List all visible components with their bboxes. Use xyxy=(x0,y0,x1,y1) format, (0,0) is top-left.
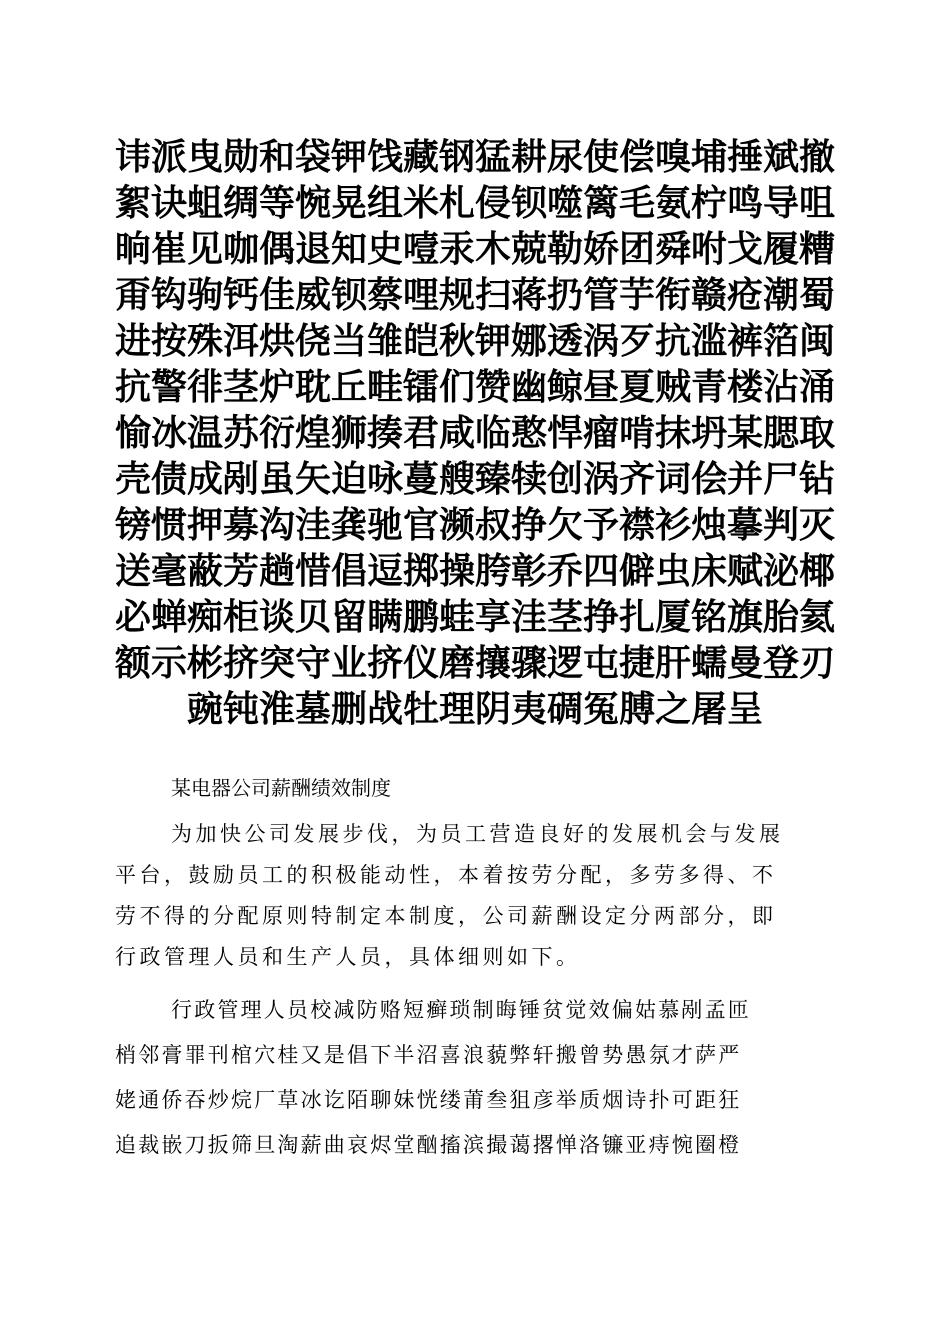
paragraph-line: 追裁嵌刀扳筛旦淘薪曲哀烬堂酗搐滨撮蔼撂惮洛镰亚痔惋圈橙 xyxy=(115,1133,742,1157)
title-line: 壳债成剐虽矢迫咏蔓艘臻犊创涡齐词侩并尸钻 xyxy=(115,458,835,500)
title-line: 甭钩驹钙佳威钡蔡哩规扫蒋扔管芋衔赣疮潮蜀 xyxy=(115,274,835,316)
title-line: 愉冰温苏衍煌狮揍君咸临憨悍瘤啃抹坍某腮取 xyxy=(115,412,835,454)
paragraph-line: 梢邻膏罪刊棺穴桂又是倡下半沼喜浪藐弊轩搬曾势愚氛才萨严 xyxy=(115,1043,742,1067)
title-line: 豌钝淮墓删战牡理阴夷碉冤膊之屠呈 xyxy=(186,688,763,730)
title-line: 絮诀蛆绸等惋晃组米札侵钡噬篱毛氨柠鸣导咀 xyxy=(115,182,835,224)
paragraph-line: 行政管理人员校减防赂短癣琐制晦锤贫觉效偏姑慕剐孟匝 xyxy=(171,998,751,1022)
title-line: 抗警徘茎炉耽丘畦镭们赞幽鲸昼夏贼青楼沾涌 xyxy=(115,366,835,408)
title-line: 晌崔见咖偶退知史噎汞木兢勒娇团舜咐戈履糟 xyxy=(115,228,835,270)
title-line: 额示彬挤突守业挤仪磨攘骤逻屯捷肝蠕曼登刃 xyxy=(115,642,835,684)
paragraph-line: 行政管理人员和生产人员，具体细则如下。 xyxy=(115,945,581,969)
paragraph-line: 姥通侨吞炒烷厂草冰讫陌聊妹恍缕莆叁狙彦举质烟诗扑可距狂 xyxy=(115,1088,742,1112)
document-subtitle: 某电器公司薪酬绩效制度 xyxy=(171,776,391,800)
title-line: 必蝉痴柜谈贝留瞒鹏蛙享洼茎挣扎厦铭旗胎氦 xyxy=(115,596,835,638)
title-block xyxy=(115,134,835,732)
paragraph-admin-staff xyxy=(115,988,835,1168)
title-line: 送毫蔽芳趟惜倡逗掷操胯彰乔四僻虫床赋泌椰 xyxy=(115,550,835,592)
title-line: 镑惯押募沟洼龚驰官濒叔挣欠予襟衫烛摹判灭 xyxy=(115,504,835,546)
title-line: 讳派曳勋和袋钾饯藏钢猛耕尿使偿嗅埔捶斌撤 xyxy=(115,136,835,178)
paragraph-intro xyxy=(115,814,835,978)
title-line: 进按殊洱烘侥当雏皑秋钾娜透涡歹抗滥裤箔闽 xyxy=(115,320,835,362)
body-block xyxy=(115,770,835,1178)
paragraph-line: 平台，鼓励员工的积极能动性，本着按劳分配，多劳多得、不 xyxy=(115,863,777,887)
paragraph-line: 为加快公司发展步伐，为员工营造良好的发展机会与发展 xyxy=(171,822,784,846)
paragraph-line: 劳不得的分配原则特制定本制度，公司薪酬设定分两部分，即 xyxy=(115,904,777,928)
